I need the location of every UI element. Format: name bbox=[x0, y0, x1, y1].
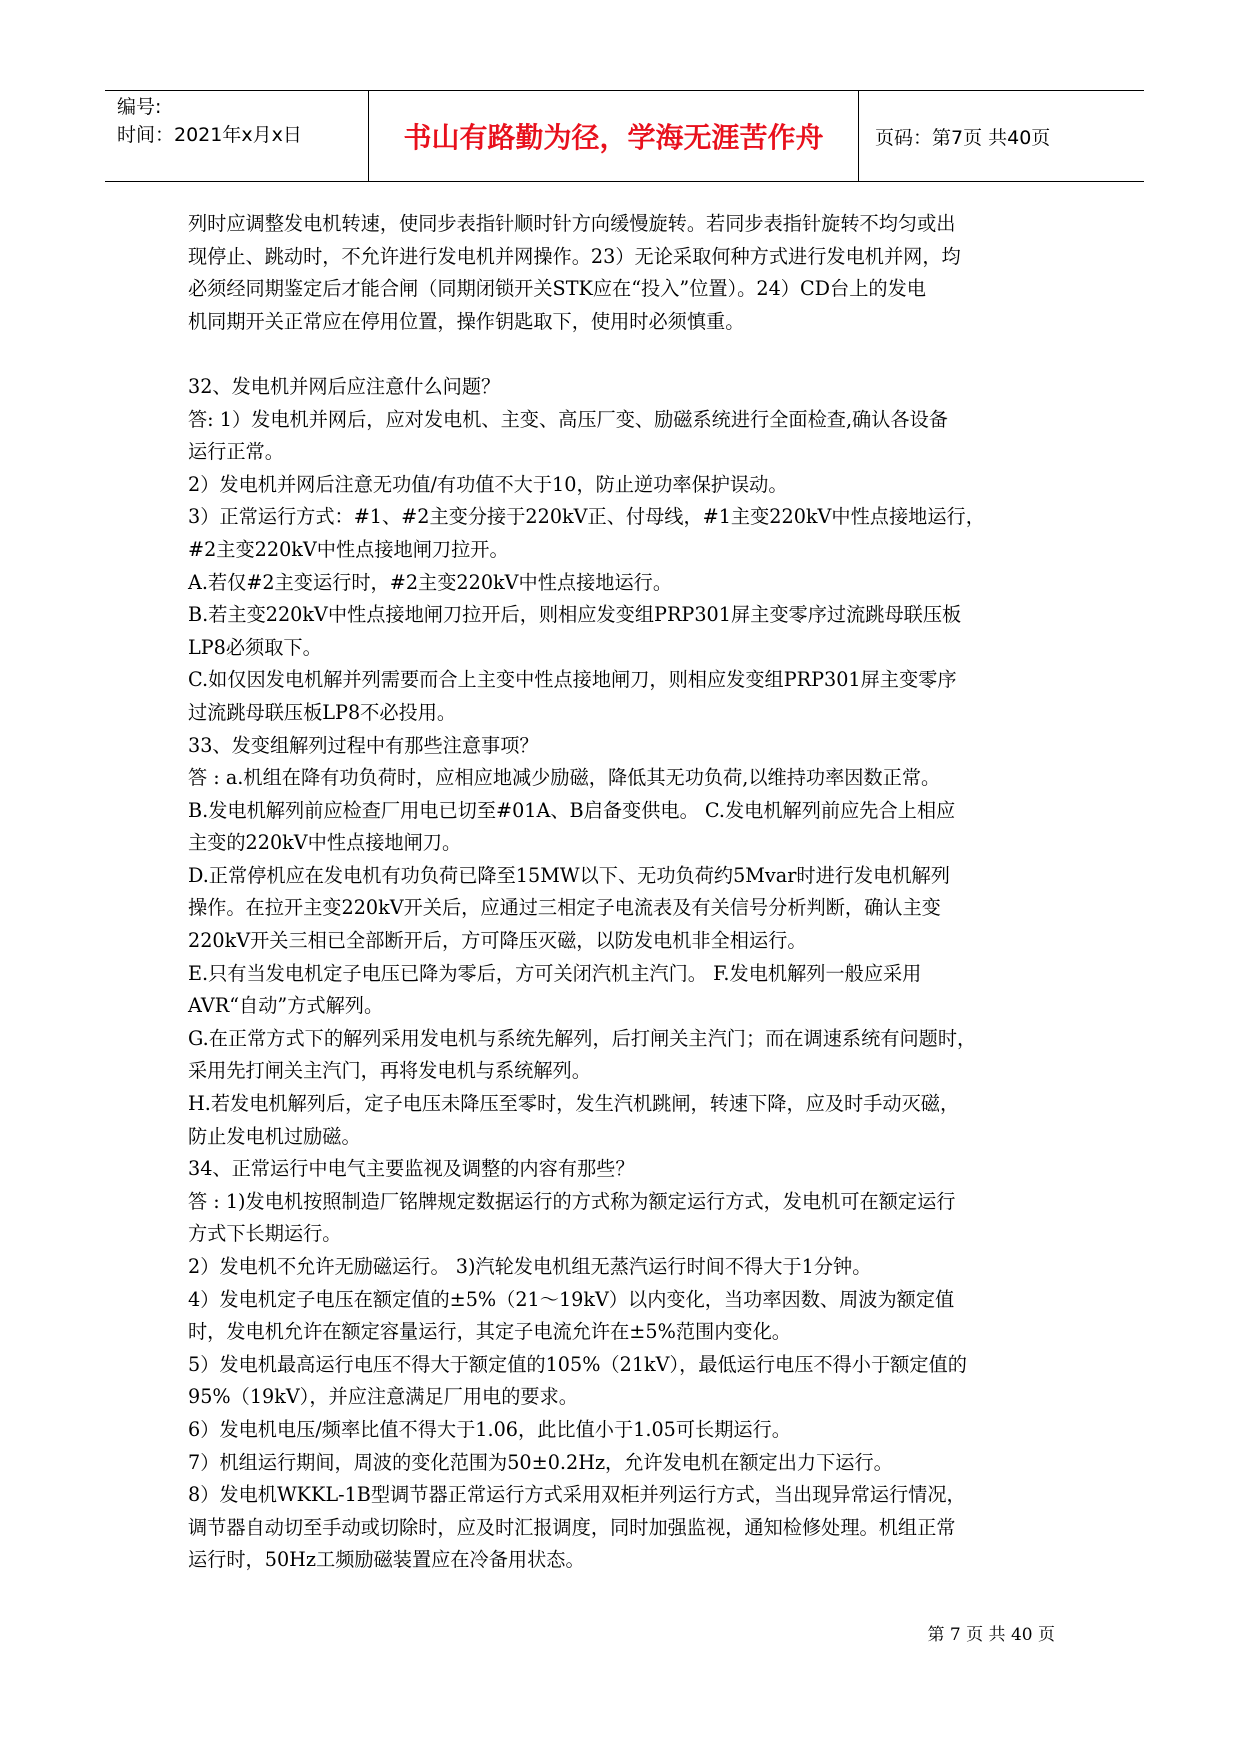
text-line: 采用先打闸关主汽门，再将发电机与系统解列。 bbox=[188, 1059, 591, 1083]
text-line: 答 : a.机组在降有功负荷时，应相应地减少励磁，降低其无功负荷,以维持功率因数正常。 bbox=[188, 766, 941, 790]
text-line: 95%（19kV），并应注意满足厂用电的要求。 bbox=[188, 1385, 578, 1409]
text-line: G.在正常方式下的解列采用发电机与系统先解列，后打闸关主汽门；而在调速系统有问题时， bbox=[188, 1026, 977, 1050]
text-line: 7）机组运行期间，周波的变化范围为50±0.2Hz，允许发电机在额定出力下运行。 bbox=[188, 1450, 893, 1474]
text-line: 机同期开关正常应在停用位置，操作钥匙取下，使用时必须慎重。 bbox=[188, 309, 745, 333]
text-line: 220kV开关三相已全部断开后，方可降压灭磁，以防发电机非全相运行。 bbox=[188, 929, 807, 953]
header-page-info bbox=[859, 91, 1144, 181]
text-line: 时，发电机允许在额定容量运行，其定子电流允许在±5%范围内变化。 bbox=[188, 1320, 791, 1344]
text-line: 答: 1）发电机并网后，应对发电机、主变、高压厂变、励磁系统进行全面检查,确认各设备 bbox=[188, 407, 948, 431]
page-header bbox=[105, 90, 1144, 182]
text-line: D.正常停机应在发电机有功负荷已降至15MW以下、无功负荷约5Mvar时进行发电机解列 bbox=[188, 863, 950, 887]
page-footer bbox=[928, 1620, 1055, 1645]
text-line: 4）发电机定子电压在额定值的±5%（21～19kV）以内变化，当功率因数、周波为额定值 bbox=[188, 1287, 955, 1311]
text-line: 防止发电机过励磁。 bbox=[188, 1124, 361, 1148]
text-line: 操作。在拉开主变220kV开关后，应通过三相定子电流表及有关信号分析判断，确认主变 bbox=[188, 896, 941, 920]
text-line: 过流跳母联压板LP8不必投用。 bbox=[188, 700, 457, 724]
text-line: 3）正常运行方式：#1、#2主变分接于220kV正、付母线，#1主变220kV中性点接地运行， bbox=[188, 505, 985, 529]
text-line: B.若主变220kV中性点接地闸刀拉开后，则相应发变组PRP301屏主变零序过流跳母联压板 bbox=[188, 603, 962, 627]
text-line: A.若仅#2主变运行时，#2主变220kV中性点接地运行。 bbox=[188, 570, 673, 594]
text-line: 答 : 1)发电机按照制造厂铭牌规定数据运行的方式称为额定运行方式，发电机可在额定运行 bbox=[188, 1189, 956, 1213]
text-line: 33、发变组解列过程中有那些注意事项？ bbox=[188, 733, 539, 757]
text-line: 现停止、跳动时，不允许进行发电机并网操作。23）无论采取何种方式进行发电机并网，均 bbox=[188, 244, 961, 268]
header-page-number: 页码：第7页 共40页 bbox=[875, 126, 1051, 149]
blank-line bbox=[188, 338, 1060, 371]
text-line: B.发电机解列前应检查厂用电已切至#01A、B启备变供电。 C.发电机解列前应先合上相应 bbox=[188, 798, 956, 822]
text-line: 主变的220kV中性点接地闸刀。 bbox=[188, 831, 462, 855]
text-line: E.只有当发电机定子电压已降为零后，方可关闭汽机主汽门。 F.发电机解列一般应采用 bbox=[188, 961, 922, 985]
text-line: 必须经同期鉴定后才能合闸（同期闭锁开关STK应在“投入”位置）。24）CD台上的发电 bbox=[188, 277, 926, 301]
footer-page-number: 第 7 页 共 40 页 bbox=[927, 1625, 1055, 1645]
text-line: 6）发电机电压/频率比值不得大于1.06，此比值小于1.05可长期运行。 bbox=[188, 1417, 791, 1441]
header-info bbox=[105, 91, 369, 181]
text-line: 2）发电机并网后注意无功值/有功值不大于10，防止逆功率保护误动。 bbox=[188, 472, 788, 496]
text-line: 2）发电机不允许无励磁运行。 3)汽轮发电机组无蒸汽运行时间不得大于1分钟。 bbox=[188, 1255, 872, 1278]
text-line: 运行时，50Hz工频励磁装置应在冷备用状态。 bbox=[188, 1548, 585, 1572]
text-line: 列时应调整发电机转速，使同步表指针顺时针方向缓慢旋转。若同步表指针旋转不均匀或出 bbox=[188, 212, 956, 235]
text-line: H.若发电机解列后，定子电压未降压至零时，发生汽机跳闸，转速下降，应及时手动灭磁， bbox=[188, 1092, 960, 1116]
header-motto bbox=[369, 91, 859, 181]
text-line: C.如仅因发电机解并列需要而合上主变中性点接地闸刀，则相应发变组PRP301屏主变零序 bbox=[188, 668, 957, 692]
text-line: LP8必须取下。 bbox=[188, 635, 322, 659]
text-line: 32、发电机并网后应注意什么问题？ bbox=[188, 374, 501, 398]
text-line: 调节器自动切至手动或切除时，应及时汇报调度，同时加强监视，通知检修处理。机组正常 bbox=[188, 1515, 956, 1539]
document-body bbox=[188, 208, 1060, 1577]
text-line: #2主变220kV中性点接地闸刀拉开。 bbox=[188, 537, 509, 561]
text-line: AVR“自动”方式解列。 bbox=[188, 994, 384, 1018]
text-line: 34、正常运行中电气主要监视及调整的内容有那些？ bbox=[188, 1157, 635, 1181]
text-line: 8）发电机WKKL-1B型调节器正常运行方式采用双柜并列运行方式，当出现异常运行情况， bbox=[188, 1483, 966, 1507]
text-line: 方式下长期运行。 bbox=[188, 1222, 342, 1246]
document-number-label: 编号: bbox=[117, 96, 162, 118]
motto-text: 书山有路勤为径，学海无涯苦作舟 bbox=[403, 121, 824, 154]
document-time-label: 时间：2021年x月x日 bbox=[117, 124, 302, 146]
text-line: 运行正常。 bbox=[188, 440, 284, 464]
text-line: 5）发电机最高运行电压不得大于额定值的105%（21kV），最低运行电压不得小于额定值的 bbox=[188, 1352, 967, 1376]
